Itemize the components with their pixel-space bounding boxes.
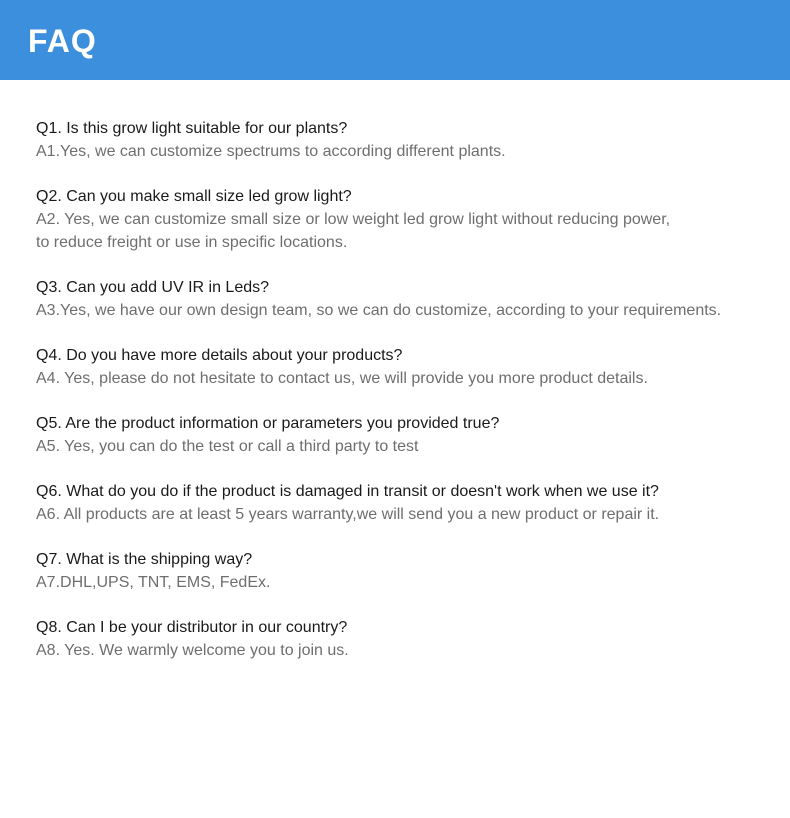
- faq-question: Q7. What is the shipping way?: [36, 551, 253, 568]
- faq-item-8: [36, 616, 776, 662]
- faq-answer: A3.Yes, we have our own design team, so we can do customize, according to your requirements.: [36, 302, 722, 319]
- faq-question: Q6. What do you do if the product is damaged in transit or doesn't work when we use it?: [36, 483, 659, 500]
- faq-question: Q5. Are the product information or parameters you provided true?: [36, 415, 500, 432]
- faq-question: Q8. Can I be your distributor in our country?: [36, 619, 348, 636]
- faq-list: [36, 117, 776, 684]
- faq-answer-continued: to reduce freight or use in specific locations.: [36, 234, 348, 251]
- page-title: FAQ: [28, 23, 97, 59]
- faq-answer: A6. All products are at least 5 years warranty,we will send you a new product or repair it.: [36, 506, 660, 523]
- faq-item-1: [36, 117, 776, 163]
- faq-item-4: [36, 344, 776, 390]
- faq-header: [0, 0, 790, 80]
- faq-item-3: [36, 276, 776, 322]
- faq-answer: A5. Yes, you can do the test or call a third party to test: [36, 438, 419, 455]
- faq-question: Q2. Can you make small size led grow light?: [36, 188, 352, 205]
- faq-answer: A4. Yes, please do not hesitate to contact us, we will provide you more product details.: [36, 370, 648, 387]
- faq-answer: A8. Yes. We warmly welcome you to join us.: [36, 642, 349, 659]
- faq-item-5: [36, 412, 776, 458]
- faq-question: Q4. Do you have more details about your products?: [36, 347, 403, 364]
- faq-item-7: [36, 548, 776, 594]
- faq-item-2: [36, 185, 776, 254]
- faq-item-6: [36, 480, 776, 526]
- faq-answer: A2. Yes, we can customize small size or low weight led grow light without reducing power,: [36, 211, 671, 228]
- faq-answer: A7.DHL,UPS, TNT, EMS, FedEx.: [36, 574, 271, 591]
- faq-question: Q3. Can you add UV IR in Leds?: [36, 279, 270, 296]
- faq-question: Q1. Is this grow light suitable for our plants?: [36, 120, 348, 137]
- faq-answer: A1.Yes, we can customize spectrums to according different plants.: [36, 143, 506, 160]
